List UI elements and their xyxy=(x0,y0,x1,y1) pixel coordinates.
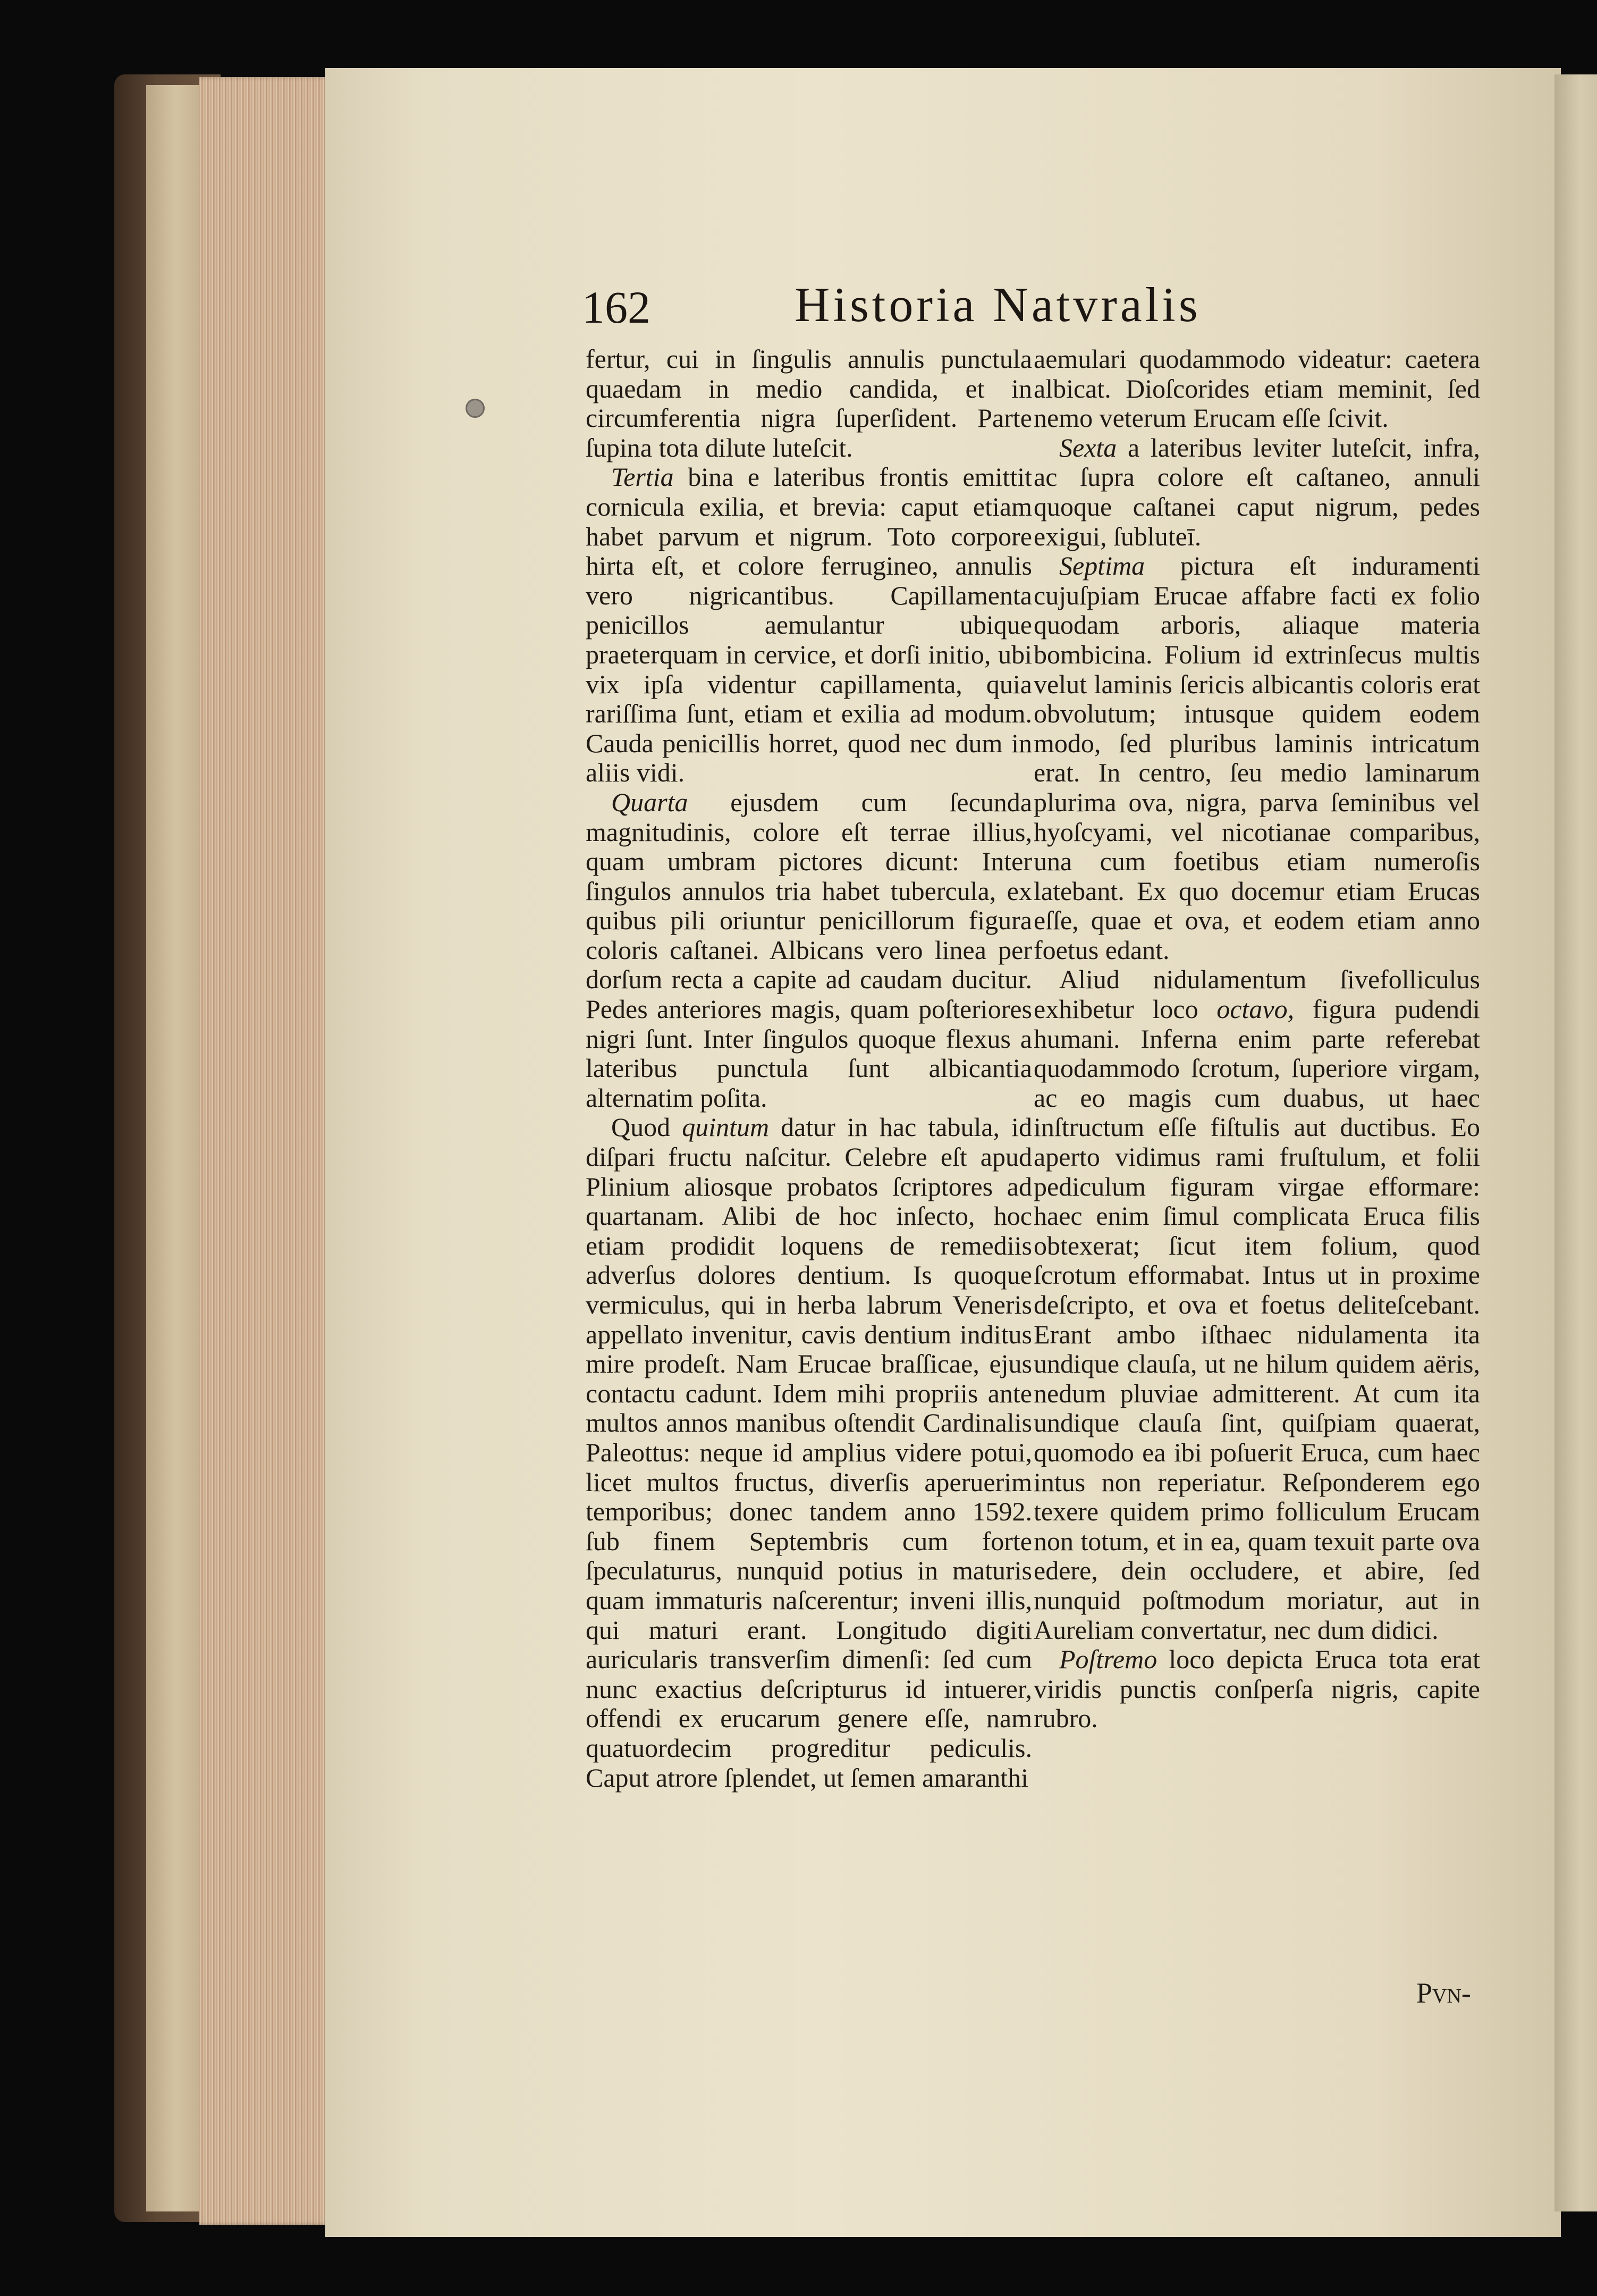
ordinal-word: octavo, xyxy=(1216,994,1295,1024)
paragraph xyxy=(1034,551,1480,965)
paragraph-text: bina e lateribus frontis emittit cornicula exilia, et brevia: caput etiam habet parvum et nigrum. Toto corpore hirta eſt, et colore ferrugineo, annulis vero nigricantibus. Capillamenta penicillos aemulantur ubique praeterquam in cervice, et dorſi initio, ubi vix ipſa videntur capillamenta, quia rariſſima ſunt, etiam et exilia ad modum. Cauda penicillis horret, quod nec dum in aliis vidi. xyxy=(586,462,1032,788)
paragraph-text: a lateribus leviter luteſcit, infra, ac ſupra colore eſt caſtaneo, annuli quoque caſtanei caput nigrum, pedes exigui, ſubluteī. xyxy=(1034,432,1480,551)
paragraph xyxy=(586,1113,1032,1793)
left-column xyxy=(586,344,1032,1793)
facing-page-edge xyxy=(1554,74,1597,2211)
ordinal-word: Poſtremo xyxy=(1059,1644,1157,1675)
paragraph xyxy=(1034,1645,1480,1734)
paragraph-text: figura pudendi humani. Inferna enim parte referebat quodammodo ſcrotum, ſuperiore virgam, ac eo magis cum duabus, ut haec inſtructum eſſe fiſtulis aut ductibus. Eo aperto vidimus rami fruſtulum, et folii pediculum figuram virgae efformare: haec enim ſimul complicata Eruca filis obtexerat; ſicut item folium, quod ſcrotum efformabat. Intus ut in proxime deſcripto, et ova et foetus deliteſcebant. Erant ambo iſthaec nidulamenta ita undique clauſa, ut ne hilum quidem aëris, nedum pluviae admitterent. At cum ita undique clauſa ſint, quiſpiam quaerat, quomodo ea ibi poſuerit Eruca, cum haec intus non reperiatur. Reſponderem ego texere quidem primo folliculum Erucam non totum, et in ea, quam texuit parte ova edere, dein occludere, et abire, ſed nunquid poſtmodum moriatur, aut in Aureliam convertatur, nec dum didici. xyxy=(1034,994,1480,1645)
page-number: 162 xyxy=(582,282,650,333)
page-title: Historia Natvralis xyxy=(795,277,1201,332)
ordinal-word: Quarta xyxy=(611,787,688,817)
paragraph-text: datur in hac tabula, id diſpari fructu naſcitur. Celebre eſt apud Plinium aliosque probatos ſcriptores ad quartanam. Alibi de hoc inſecto, hoc etiam prodidit loquens de remediis adverſus dolores dentium. Is quoque vermiculus, qui in herba labrum Veneris appellato invenitur, cavis dentium inditus mire prodeſt. Nam Erucae braſſicae, ejus contactu cadunt. Idem mihi propriis ante multos annos manibus oſtendit Cardinalis Paleottus: neque id amplius videre potui, licet multos fructus, diverſis aperuerim temporibus; donec tandem anno 1592. ſub finem Septembris cum forte ſpeculaturus, nunquid potius in maturis quam immaturis naſcerentur; inveni illis, qui maturi erant. Longitudo digiti auricularis transverſim dimenſi: ſed cum nunc exactius deſcripturus id intuerer, offendi ex erucarum genere eſſe, nam quatuordecim progreditur pediculis. Caput atrore ſplendet, ut ſemen amaranthi xyxy=(586,1112,1033,1793)
paragraph-text: ejusdem cum ſecunda magnitudinis, colore eſt terrae illius, quam umbram pictores dicunt: Inter ſingulos annulos tria habet tubercula, ex quibus pili oriuntur penicillorum figura coloris caſtanei. Albicans vero linea per dorſum recta a capite ad caudam ducitur. Pedes anteriores magis, quam poſteriores nigri ſunt. Inter ſingulos quoque flexus a lateribus punctula ſunt albicantia alternatim poſita. xyxy=(586,787,1032,1113)
page-edges xyxy=(199,77,329,2225)
ordinal-word: Sexta xyxy=(1059,432,1117,462)
paragraph xyxy=(1034,965,1480,1645)
paragraph xyxy=(1034,433,1480,551)
running-head xyxy=(582,276,1230,335)
paragraph-text: Aliud nidulamentum ſivefolliculus exhibetur loco xyxy=(1034,964,1480,1024)
paragraph-text: loco depicta Eruca tota erat viridis punctis conſperſa nigris, capite rubro. xyxy=(1034,1644,1480,1734)
paragraph xyxy=(586,462,1032,788)
ordinal-word: quintum xyxy=(682,1112,770,1142)
punch-hole xyxy=(466,399,485,418)
ordinal-word: Tertia xyxy=(611,462,674,492)
catchword: Pvn- xyxy=(1416,1977,1471,2009)
paragraph-text: pictura eſt induramenti cujuſpiam Erucae affabre facti ex folio quodam arboris, aliaque materia bombicina. Folium id extrinſecus multis velut laminis ſericis albicantis coloris erat obvolutum; intusque quidem eodem modo, ſed pluribus laminis intricatum erat. In centro, ſeu medio laminarum plurima ova, nigra, parva ſeminibus vel hyoſcyami, vel nicotianae comparibus, una cum foetibus etiam numeroſis latebant. Ex quo docemur etiam Erucas eſſe, quae et ova, et eodem etiam anno foetus edant. xyxy=(1034,551,1480,965)
paragraph-text: Quod xyxy=(611,1112,682,1142)
paragraph: aemulari quodammodo videatur: caetera albicat. Dioſcorides etiam meminit, ſed nemo veterum Erucam eſſe ſcivit. xyxy=(1034,344,1480,433)
paragraph: fertur, cui in ſingulis annulis punctula quaedam in medio candida, et in circumferentia nigra ſuperſident. Parte ſupina tota dilute luteſcit. xyxy=(586,344,1032,462)
right-column xyxy=(1034,344,1480,1734)
ordinal-word: Septima xyxy=(1059,551,1145,581)
paragraph xyxy=(586,788,1032,1113)
board-edge xyxy=(146,85,205,2211)
